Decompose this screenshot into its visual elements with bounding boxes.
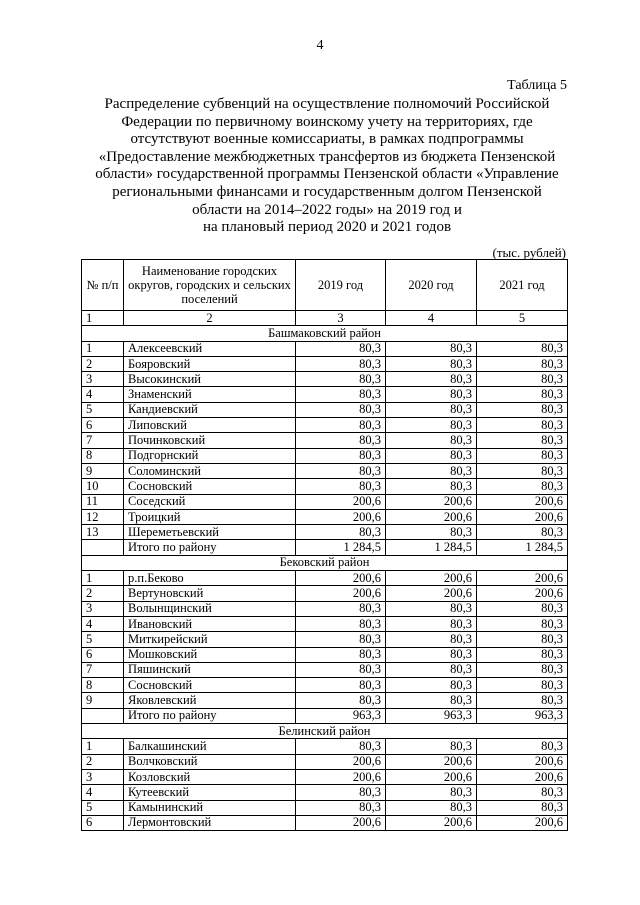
value-2021: 80,3: [477, 647, 568, 662]
value-2021: 200,6: [477, 754, 568, 769]
value-2021: 80,3: [477, 662, 568, 677]
table-row: [82, 601, 568, 616]
table-row: [82, 800, 568, 815]
value-2019: 80,3: [296, 800, 386, 815]
row-number: 4: [82, 785, 124, 800]
settlement-name: Яковлевский: [124, 693, 296, 708]
empty-cell: [82, 708, 124, 723]
header-num: № п/п: [82, 260, 124, 311]
row-number: 5: [82, 800, 124, 815]
value-2020: 80,3: [386, 479, 477, 494]
row-number: 7: [82, 433, 124, 448]
value-2019: 80,3: [296, 693, 386, 708]
value-2021: 200,6: [477, 494, 568, 509]
value-2019: 80,3: [296, 601, 386, 616]
table-row: [82, 525, 568, 540]
title-line: Федерации по первичному воинскому учету на территориях, где: [121, 113, 533, 130]
column-number: 5: [477, 311, 568, 326]
value-2020: 200,6: [386, 815, 477, 830]
value-2019: 80,3: [296, 463, 386, 478]
value-2019: 80,3: [296, 341, 386, 356]
value-2021: 80,3: [477, 525, 568, 540]
value-2020: 80,3: [386, 356, 477, 371]
settlement-name: Кутеевский: [124, 785, 296, 800]
row-number: 1: [82, 571, 124, 586]
value-2019: 200,6: [296, 586, 386, 601]
row-number: 2: [82, 586, 124, 601]
table-row: [82, 433, 568, 448]
value-2021: 200,6: [477, 571, 568, 586]
settlement-name: Балкашинский: [124, 739, 296, 754]
header-2020: 2020 год: [386, 260, 477, 311]
value-2019: 80,3: [296, 433, 386, 448]
value-2019: 80,3: [296, 678, 386, 693]
total-2021: 1 284,5: [477, 540, 568, 555]
value-2020: 80,3: [386, 387, 477, 402]
value-2021: 80,3: [477, 402, 568, 417]
document-title: [82, 96, 572, 237]
table-row: [82, 586, 568, 601]
value-2021: 80,3: [477, 632, 568, 647]
total-2019: 963,3: [296, 708, 386, 723]
value-2021: 80,3: [477, 601, 568, 616]
value-2020: 200,6: [386, 769, 477, 784]
settlement-name: Сосновский: [124, 678, 296, 693]
total-2020: 963,3: [386, 708, 477, 723]
row-number: 5: [82, 632, 124, 647]
title-line: области на 2014–2022 годы» на 2019 год и: [192, 201, 462, 218]
value-2020: 80,3: [386, 739, 477, 754]
settlement-name: Волчковский: [124, 754, 296, 769]
table-row: [82, 387, 568, 402]
row-number: 8: [82, 678, 124, 693]
value-2019: 80,3: [296, 525, 386, 540]
row-number: 9: [82, 463, 124, 478]
value-2019: 200,6: [296, 571, 386, 586]
header-name: Наименование городских округов, городских и сельских поселений: [124, 260, 296, 311]
table-row: [82, 632, 568, 647]
table-row: [82, 693, 568, 708]
settlement-name: Высокинский: [124, 372, 296, 387]
value-2021: 80,3: [477, 387, 568, 402]
value-2020: 80,3: [386, 372, 477, 387]
settlement-name: Липовский: [124, 418, 296, 433]
value-2021: 80,3: [477, 448, 568, 463]
district-header-row: [82, 326, 568, 341]
settlement-name: Миткирейский: [124, 632, 296, 647]
row-number: 3: [82, 372, 124, 387]
table-row: [82, 509, 568, 524]
row-number: 3: [82, 601, 124, 616]
settlement-name: Знаменский: [124, 387, 296, 402]
units-label: (тыс. рублей): [492, 245, 566, 260]
empty-cell: [82, 540, 124, 555]
row-number: 8: [82, 448, 124, 463]
settlement-name: Соседский: [124, 494, 296, 509]
row-number: 6: [82, 815, 124, 830]
row-number: 2: [82, 356, 124, 371]
value-2020: 80,3: [386, 601, 477, 616]
row-number: 3: [82, 769, 124, 784]
settlement-name: Починковский: [124, 433, 296, 448]
value-2019: 80,3: [296, 785, 386, 800]
settlement-name: Сосновский: [124, 479, 296, 494]
title-line: Распределение субвенций на осуществление полномочий Российской: [104, 96, 550, 112]
value-2020: 200,6: [386, 509, 477, 524]
row-number: 12: [82, 509, 124, 524]
table-row: [82, 647, 568, 662]
row-number: 5: [82, 402, 124, 417]
value-2021: 80,3: [477, 463, 568, 478]
value-2020: 80,3: [386, 662, 477, 677]
settlement-name: Камынинский: [124, 800, 296, 815]
value-2021: 80,3: [477, 372, 568, 387]
table-row: [82, 448, 568, 463]
district-header-row: [82, 555, 568, 570]
table-row: [82, 494, 568, 509]
value-2021: 80,3: [477, 433, 568, 448]
value-2020: 80,3: [386, 418, 477, 433]
district-total-row: [82, 540, 568, 555]
value-2019: 80,3: [296, 616, 386, 631]
value-2021: 80,3: [477, 356, 568, 371]
total-2021: 963,3: [477, 708, 568, 723]
settlement-name: Шереметьевский: [124, 525, 296, 540]
table-row: [82, 662, 568, 677]
value-2020: 80,3: [386, 341, 477, 356]
value-2020: 200,6: [386, 571, 477, 586]
value-2019: 80,3: [296, 372, 386, 387]
value-2020: 80,3: [386, 525, 477, 540]
title-line: «Предоставление межбюджетных трансфертов из бюджета Пензенской: [98, 148, 556, 165]
settlement-name: Вертуновский: [124, 586, 296, 601]
header-row: [82, 260, 568, 311]
row-number: 6: [82, 418, 124, 433]
settlement-name: Мошковский: [124, 647, 296, 662]
value-2019: 80,3: [296, 448, 386, 463]
row-number: 1: [82, 739, 124, 754]
settlement-name: Пяшинский: [124, 662, 296, 677]
total-2019: 1 284,5: [296, 540, 386, 555]
row-number: 11: [82, 494, 124, 509]
table-row: [82, 341, 568, 356]
row-number: 1: [82, 341, 124, 356]
value-2019: 80,3: [296, 418, 386, 433]
column-number: 1: [82, 311, 124, 326]
value-2019: 80,3: [296, 632, 386, 647]
table-row: [82, 402, 568, 417]
value-2019: 80,3: [296, 402, 386, 417]
table-label: Таблица 5: [507, 78, 567, 93]
settlement-name: Соломинский: [124, 463, 296, 478]
row-number: 6: [82, 647, 124, 662]
table-row: [82, 616, 568, 631]
settlement-name: Кандиевский: [124, 402, 296, 417]
value-2019: 80,3: [296, 647, 386, 662]
district-total-row: [82, 708, 568, 723]
value-2021: 80,3: [477, 479, 568, 494]
row-number: 13: [82, 525, 124, 540]
settlement-name: Подгорнский: [124, 448, 296, 463]
table-row: [82, 785, 568, 800]
value-2021: 200,6: [477, 586, 568, 601]
value-2020: 80,3: [386, 693, 477, 708]
value-2020: 80,3: [386, 433, 477, 448]
value-2019: 200,6: [296, 509, 386, 524]
table-row: [82, 739, 568, 754]
table-row: [82, 372, 568, 387]
value-2021: 200,6: [477, 815, 568, 830]
subsidy-table: [81, 259, 568, 831]
district-name: Башмаковский район: [82, 326, 568, 341]
value-2019: 80,3: [296, 739, 386, 754]
title-line: области» государственной программы Пензенской области «Управление: [95, 166, 559, 183]
row-number: 7: [82, 662, 124, 677]
total-label: Итого по району: [124, 708, 296, 723]
row-number: 9: [82, 693, 124, 708]
table-body: [82, 311, 568, 831]
table-row: [82, 754, 568, 769]
table-row: [82, 769, 568, 784]
value-2019: 80,3: [296, 662, 386, 677]
value-2020: 80,3: [386, 800, 477, 815]
title-line: региональными финансами и государственным долгом Пензенской: [112, 183, 542, 200]
value-2019: 80,3: [296, 387, 386, 402]
row-number: 4: [82, 387, 124, 402]
header-2019: 2019 год: [296, 260, 386, 311]
value-2021: 80,3: [477, 418, 568, 433]
value-2020: 200,6: [386, 754, 477, 769]
column-number: 2: [124, 311, 296, 326]
value-2021: 80,3: [477, 800, 568, 815]
header-2021: 2021 год: [477, 260, 568, 311]
value-2019: 200,6: [296, 754, 386, 769]
value-2021: 80,3: [477, 678, 568, 693]
value-2020: 80,3: [386, 678, 477, 693]
settlement-name: Лермонтовский: [124, 815, 296, 830]
value-2019: 200,6: [296, 769, 386, 784]
row-number: 2: [82, 754, 124, 769]
table-row: [82, 479, 568, 494]
value-2021: 80,3: [477, 341, 568, 356]
title-line: отсутствуют военные комиссариаты, в рамках подпрограммы: [130, 131, 524, 148]
total-2020: 1 284,5: [386, 540, 477, 555]
settlement-name: Волынщинский: [124, 601, 296, 616]
value-2020: 80,3: [386, 616, 477, 631]
settlement-name: Бояровский: [124, 356, 296, 371]
value-2021: 80,3: [477, 616, 568, 631]
row-number: 4: [82, 616, 124, 631]
row-number: 10: [82, 479, 124, 494]
value-2020: 200,6: [386, 586, 477, 601]
value-2021: 200,6: [477, 509, 568, 524]
title-line: на плановый период 2020 и 2021 годов: [202, 219, 452, 236]
table-row: [82, 356, 568, 371]
settlement-name: Алексеевский: [124, 341, 296, 356]
value-2020: 80,3: [386, 785, 477, 800]
table-row: [82, 678, 568, 693]
value-2020: 80,3: [386, 402, 477, 417]
column-number: 3: [296, 311, 386, 326]
table-row: [82, 418, 568, 433]
value-2021: 80,3: [477, 693, 568, 708]
total-label: Итого по району: [124, 540, 296, 555]
column-number: 4: [386, 311, 477, 326]
value-2021: 80,3: [477, 739, 568, 754]
district-name: Бековский район: [82, 555, 568, 570]
value-2020: 80,3: [386, 448, 477, 463]
settlement-name: Козловский: [124, 769, 296, 784]
value-2019: 80,3: [296, 356, 386, 371]
value-2019: 200,6: [296, 494, 386, 509]
value-2020: 80,3: [386, 647, 477, 662]
district-name: Белинский район: [82, 724, 568, 739]
value-2020: 80,3: [386, 463, 477, 478]
value-2019: 200,6: [296, 815, 386, 830]
value-2021: 200,6: [477, 769, 568, 784]
value-2021: 80,3: [477, 785, 568, 800]
settlement-name: Троицкий: [124, 509, 296, 524]
value-2020: 80,3: [386, 632, 477, 647]
table-row: [82, 571, 568, 586]
page-number: 4: [316, 38, 324, 53]
settlement-name: Ивановский: [124, 616, 296, 631]
table-row: [82, 815, 568, 830]
table-row: [82, 463, 568, 478]
column-number-row: [82, 311, 568, 326]
value-2020: 200,6: [386, 494, 477, 509]
value-2019: 80,3: [296, 479, 386, 494]
district-header-row: [82, 724, 568, 739]
settlement-name: р.п.Беково: [124, 571, 296, 586]
